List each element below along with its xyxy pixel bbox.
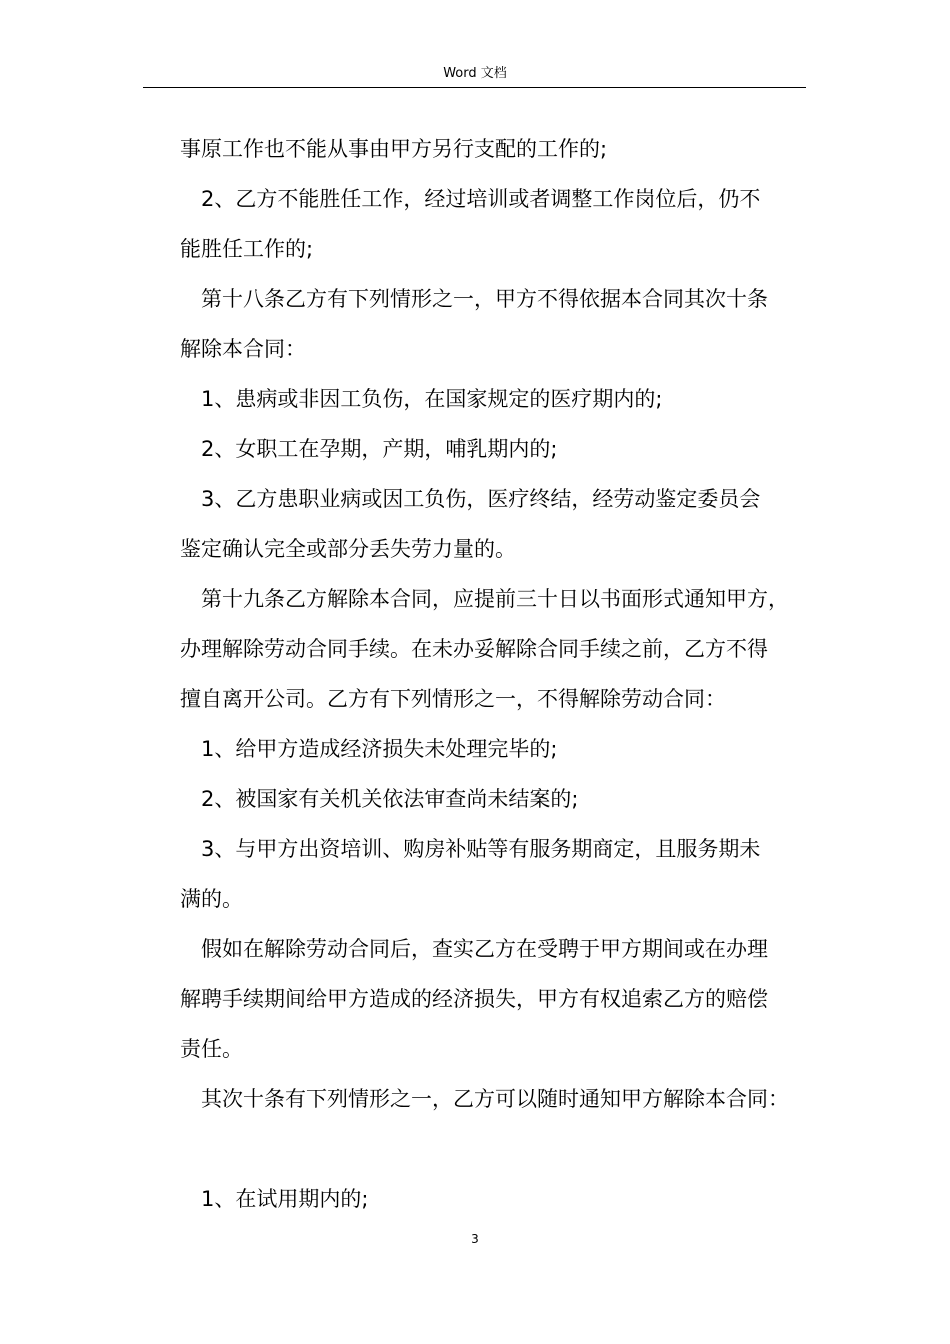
- text-line: 其次十条有下列情形之一，乙方可以随时通知甲方解除本合同：: [201, 1087, 789, 1111]
- text-line: 1、给甲方造成经济损失未处理完毕的;: [201, 737, 558, 761]
- page-number: 3: [471, 1232, 479, 1246]
- text-line: 2、乙方不能胜任工作，经过培训或者调整工作岗位后，仍不: [201, 187, 761, 211]
- text-line: 3、乙方患职业病或因工负伤，医疗终结，经劳动鉴定委员会: [201, 487, 761, 511]
- text-line: 满的。: [180, 887, 243, 911]
- text-line: 事原工作也不能从事由甲方另行支配的工作的;: [180, 137, 608, 161]
- text-line: 2、被国家有关机关依法审查尚未结案的;: [201, 787, 579, 811]
- text-line: 擅自离开公司。乙方有下列情形之一，不得解除劳动合同：: [180, 687, 726, 711]
- text-line: 责任。: [180, 1037, 243, 1061]
- text-line: 1、患病或非因工负伤，在国家规定的医疗期内的;: [201, 387, 663, 411]
- text-line: 鉴定确认完全或部分丢失劳力量的。: [180, 537, 516, 561]
- text-line: 2、女职工在孕期，产期，哺乳期内的;: [201, 437, 558, 461]
- text-line: 第十八条乙方有下列情形之一，甲方不得依据本合同其次十条: [201, 287, 768, 311]
- text-line: 解除本合同：: [180, 337, 306, 361]
- text-line: 3、与甲方出资培训、购房补贴等有服务期商定，且服务期未: [201, 837, 761, 861]
- text-line: 办理解除劳动合同手续。在未办妥解除合同手续之前，乙方不得: [180, 637, 768, 661]
- text-line: 假如在解除劳动合同后，查实乙方在受聘于甲方期间或在办理: [201, 937, 768, 961]
- text-line: 能胜任工作的;: [180, 237, 314, 261]
- header-divider: [143, 87, 806, 88]
- page-header-title: Word 文档: [443, 66, 507, 81]
- text-line: 1、在试用期内的;: [201, 1187, 369, 1211]
- text-line: 第十九条乙方解除本合同，应提前三十日以书面形式通知甲方，: [201, 587, 789, 611]
- document-body: [180, 124, 806, 1224]
- text-line: 解聘手续期间给甲方造成的经济损失，甲方有权追索乙方的赔偿: [180, 987, 768, 1011]
